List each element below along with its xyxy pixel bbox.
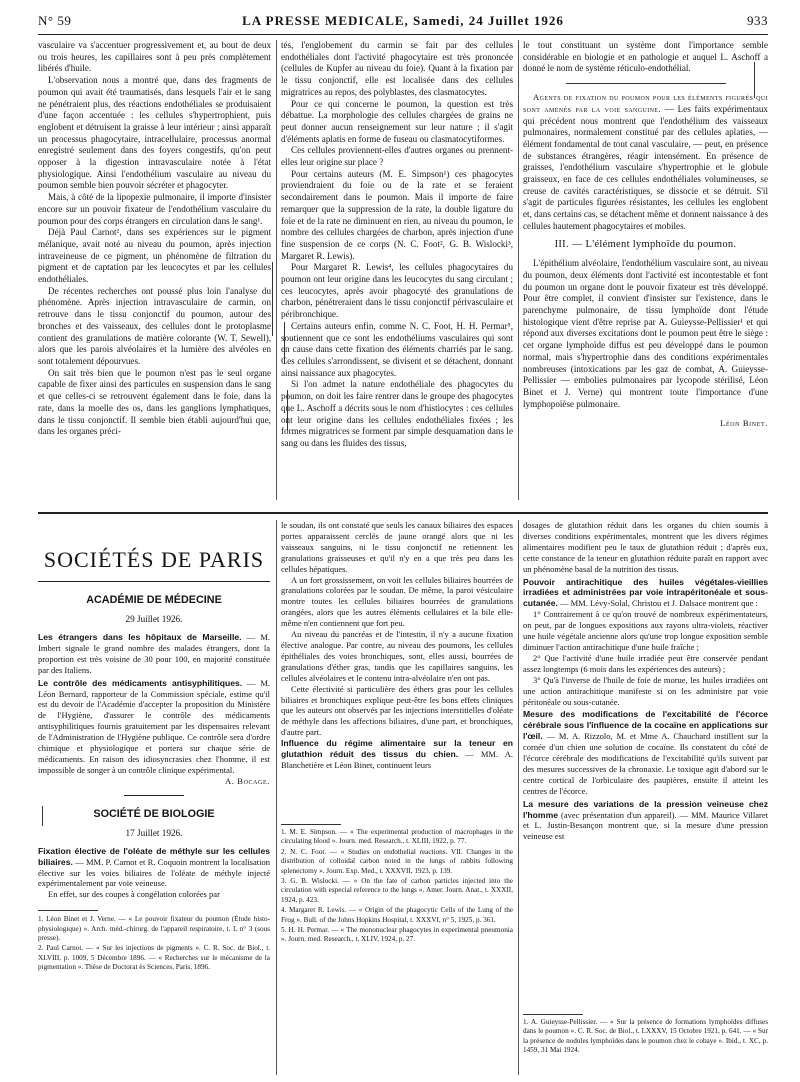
biologie-item xyxy=(281,738,513,771)
footnote-rule xyxy=(523,1014,583,1015)
footnote-rule xyxy=(281,824,341,825)
academie-item xyxy=(38,678,270,776)
short-rule xyxy=(124,795,184,796)
biologie-heading: SOCIÉTÉ DE BIOLOGIE xyxy=(93,807,215,820)
author-signature: Léon Binet. xyxy=(720,418,768,429)
page-number: 933 xyxy=(747,13,768,28)
margin-mark xyxy=(287,390,288,430)
paragraph: Déjà Paul Carnot², dans ses expériences sur le pigment mélanique, avait noté au niveau du poumon, après injection intraveineuse de ce pigment, un phénomène de filtration du pigment et de captation par les leucocytes et par les cellules endothéliales. xyxy=(38,227,271,285)
item-text: — M. Imbert signale le grand nombre des malades étrangers, dont la proportion est très voisine de 30 pour 100, en majorité constituée par des Italiens. xyxy=(38,632,270,675)
item-title: Influence du régime alimentaire sur la teneur en glutathion réduit des tissus du chien. xyxy=(281,738,513,760)
margin-mark xyxy=(272,262,273,336)
biologie-date: 17 Juillet 1926. xyxy=(125,827,183,838)
biologie-item xyxy=(523,577,768,610)
paragraph: Pour Margaret R. Lewis⁴, les cellules phagocytaires du poumon ont leur origine dans les leucocytes du sang circulant ; ces leucocytes, après avoir phagocyté des granulations de charbon, pénétreraient dans le tissu conjonctif périvasculaire et péribronchique. xyxy=(281,262,513,320)
item-title: Les étrangers dans les hôpitaux de Marseille. xyxy=(38,632,242,642)
biologie-item xyxy=(38,846,270,890)
margin-mark xyxy=(42,806,43,826)
margin-mark xyxy=(284,322,285,364)
list-item: 1° Contrairement à ce qu'on trouvé de nombreux expérimentateurs, on peut, par de longues expositions aux rayons ultra-violets, réactiver une huile végétale ancienne alors qu'une trop longue exposition semble diminuer l'action antirachitique d'une huile fraîche ; xyxy=(523,609,768,652)
paragraph: Mais, à côté de la lipopexie pulmonaire, il importe d'insister encore sur un pouvoir fixateur de l'endothélium vasculaire du poumon pour des corps étrangers en circulation dans le sang¹. xyxy=(38,192,271,226)
page-header xyxy=(38,13,768,33)
academie-content xyxy=(38,632,270,787)
journal-title: LA PRESSE MEDICALE, Samedi, 24 Juillet 1926 xyxy=(242,13,564,28)
lower-column-2 xyxy=(281,520,513,820)
paragraph: le soudan, ils ont constaté que seuls les canaux biliaires des espaces portes apparaissent cerclés de jaune orangé alors que ni les vaisseaux sanguins, ni le tissu conjonctif ne retiennent les granulations graisseuses et qu'il n'y en a que très peu dans les cellules hépatiques. xyxy=(281,520,513,574)
footnote: 1. A. Guieysse-Pellissier. — « Sur la présence de formations lymphoïdes diffuses dans le poumon ». C. R. Soc. de Biol., t. LXXXV, 15 Octobre 1921, p. 641. — « Sur la présence de nodules lymphoïdes dans le poumon chez le cobaye ». Ibid., t. XC, p. 1459, 31 Mai 1924. xyxy=(523,1018,768,1055)
issue-number: N° 59 xyxy=(38,13,72,28)
agents-paragraph xyxy=(523,92,768,232)
footnote: 3. G. B. Wislocki. — « On the fate of carbon particles injected into the circulation with especial reference to the lungs ». Amer. Journ. Anat., t. XXXII, 1924, p. 423. xyxy=(281,877,513,904)
agents-text: — Les faits expérimentaux qui précédent nous montrent que l'endothélium des vaisseaux pulmonaires, normalement constitué par des cellules aplaties, — élément fondamental de tout canal vasculaire, — peut, en présence de substances étrangères, réagir intensément. En présence de graisses, l'endothélium vasculaire s'hypertrophie et le globule graisseux, en face de ces cellules endothéliales volumineuses, se creuse de cavités caractéristiques, se dissocie et se détruit. S'il s'agit de particules figurées résistantes, les cellules les englobent et, dans certains cas, se détachent même et donnent naissance à des cellules hautement phagocytaires et mobiles. xyxy=(523,103,768,231)
paragraph: A un fort grossissement, on voit les cellules biliaires bourrées de granulations colorées par le soudan. De même, la paroi vésiculaire montre toutes les cellules biliaires bourrées de granulations orangées, alors que les autres éléments cellulaires et la bile elle-même n'en contiennent que fort peu. xyxy=(281,574,513,629)
paragraph: L'observation nous a montré que, dans des fragments de poumon qui avait été traumatisés, dans lesquels l'air et le sang ne pénétraient plus, des réactions endothéliales se produisaient d'une façon accentuée : les cellules s'hypertrophient, puis englobent et détruisent la graisse à leur intérieur ; ainsi apparaît un processus phagocytaire, intracellulaire, processus anormal enregistré seulement dans des foyers congestifs, qu'on peut opposer à la digestion intravasculaire notée à l'état physiologique. Ainsi l'endothélium vasculaire au niveau du poumon semble bien pouvoir sécréter et phagocyter. xyxy=(38,75,271,191)
paragraph: L'épithélium alvéolaire, l'endothélium vasculaire sont, au niveau du poumon, deux éléments dont l'activité est incontestable et font du poumon un organe dont le pouvoir fixateur est très développé. Pour être complet, il convient d'insister sur l'existence, dans le parenchyme pulmonaire, de tissu lymphoïde dont l'étude histologique vient d'être reprise par A. Guieysse-Pellissier¹ et qui répond aux diverses excitations dont le poumon peut être le siège : cet organe lymphoïde diffus est peu développé dans le poumon normal, mais s'hypertrophie dans des conditions expérimentales nombreuses (intoxications par les gaz de combat, A. Guieysse-Pellissier — embolies pulmonaires par lycopode stérilisé, Léon Binet et J. Verne) qui montrent toute l'importance d'une lymphopoïèse pulmonaire. xyxy=(523,258,768,409)
header-rule xyxy=(38,34,768,35)
item-text: — MM. A. Blanchetière et Léon Binet, continuent leurs xyxy=(281,749,513,770)
footnote: 2. N. C. Foot. — « Studies on endothelial reactions. VII. Changes in the distribution of colloidal carbon noted in the lungs of rabbits following splenectomy ». Journ. Exp. Med., t. XXXVII, 1923, p. 139. xyxy=(281,847,513,875)
academie-heading: ACADÉMIE DE MÉDECINE xyxy=(86,594,222,606)
title-rule xyxy=(38,581,270,582)
item-title: Le contrôle des médicaments antisyphilitiques. xyxy=(38,677,243,688)
article-column-1 xyxy=(38,40,271,500)
societes-title: SOCIÉTÉS DE PARIS xyxy=(43,547,265,572)
item-title: Pouvoir antirachitique des huiles végétales-vieillies irradiées et administrées par voie intrapéritonéale et sous-cutanée. xyxy=(523,576,768,609)
paragraph: Au niveau du pancréas et de l'intestin, il n'y a aucune fixation élective analogue. Par contre, au niveau des poumons, les cellules épithéliales des voies bronchiques, sont, elles aussi, bourrées de granulations d'éther gras, tandis que les capillaires sanguins, les cellules alvéolaires et le contenu intra-alvéolaire n'en ont pas. xyxy=(281,629,513,683)
item-text: — M. Léon Bernard, rapporteur de la Commission spéciale, estime qu'il est du devoir de l'Académie d'accepter la proposition du Ministère de l'Hygiène, d'assurer le contrôle des médicaments antisyphilitiques fournis gratuitement par les dispensaires relevant de l'Administration de l'Hygiène publique. Ce contrôle sera d'ordre chimique et physiologique et portera sur chaque série de médicaments. En raison des idiosyncrasies chez l'homme, il est impossible de songer à un contrôle clinique expérimental. xyxy=(38,677,270,775)
academie-item xyxy=(38,632,270,676)
footnotes xyxy=(523,1018,768,1078)
article-column-2 xyxy=(281,40,513,500)
column-divider xyxy=(276,520,277,1075)
paragraph: Certains auteurs enfin, comme N. C. Foot, H. H. Permar⁵, soutiennent que ce sont les endothéliums vasculaires qui sont en cause dans cette fixation des éléments charriés par le sang. Ces cellules s'arrondissent, se divisent et se détachent, donnant ainsi naissance aux phagocytes. xyxy=(281,320,513,378)
paragraph: On sait très bien que le poumon n'est pas le seul organe capable de fixer ainsi des particules en suspension dans le sang et que celles-ci se retrouvent également dans le foie, dans la rate, dans la moelle des os, dans les ganglions lymphatiques, dans le tissu conjonctif. Il semble bien établi aujourd'hui que, dans les organes préci- xyxy=(38,367,271,437)
paragraph: De récentes recherches ont poussé plus loin l'analyse du phénomène. Après injection intravasculaire de carmin, on retrouve dans le tissu conjonctif du poumon, autour des bronches et des vaisseaux, des cellules dont le protoplasme contient des granulations de matière colorante (W. T. Sewell), alors que les parois alvéolaires et la lumière des alvéoles en sont totalement dépourvues. xyxy=(38,285,271,366)
column-divider xyxy=(518,40,519,500)
footnote: 5. H. H. Permar. — « The mononuclear phagocytes in experimental pneumonia ». Journ. med. Research., t. XLIV, 1924, p. 27. xyxy=(281,926,513,944)
paragraph: vasculaire va s'accentuer progressivement et, au bout de deux ou trois heures, les capillaires sont à peu près complètement libérés d'huile. xyxy=(38,40,271,74)
footnote: 4. Margaret R. Lewis. — « Origin of the phagocytic Cells of the Lung of the Frog ». Bull. of the Johns Hopkins Hospital, t. XXXVI, n° 5, 1925, p. 361. xyxy=(281,906,513,924)
footnotes xyxy=(281,828,513,1078)
item-title: Mesure des modifications de l'excitabilité de l'écorce cérébrale sous l'influence de la cocaïne en applications sur l'œil. xyxy=(523,709,768,742)
academie-date: 29 Juillet 1926. xyxy=(125,614,183,624)
item-text: (avec présentation d'un appareil). — MM. Maurice Villaret et L. Justin-Besançon montrent que, si la mesure d'une pression veineuse est xyxy=(523,809,768,842)
paragraph: Pour certains auteurs (M. E. Simpson¹) ces phagocytes proviendraient du foie ou de la rate et se feraient secondairement dans le poumon. Mais il importe de faire remarquer que la suppression de la rate, la double ligature du foie et de la rate ne diminuent en rien, au niveau du poumon, le nombre des cellules chargées de charbon, après injection d'une fine suspension de ce corps (N. C. Foot², G. B. Wislocki³, Margaret R. Lewis). xyxy=(281,168,513,261)
section-divider-rule xyxy=(38,512,768,514)
paragraph: Ces cellules proviennent-elles d'autres organes ou prennent-elles leur origine sur place ? xyxy=(281,145,513,168)
footnote: 1. Léon Binet et J. Verne. — « Le pouvoir fixateur du poumon (Étude histo-physiologique) ». Arch. méd.-chirurg. de l'appareil respiratoire, t. I, n° 3 (sous presse). xyxy=(38,915,270,943)
paragraph: tés, l'englobement du carmin se fait par des cellules endothéliales dont l'activité phagocytaire est très prononcée (cellules de Kupfer au niveau du foie). Quant à la fixation par le tissu conjonctif, elle est localisée dans des cellules migratrices au repos, des polyblastes, des clasmatocytes. xyxy=(281,40,513,97)
biologie-item xyxy=(523,709,768,796)
section-title: III. — L'élément lymphoïde du poumon. xyxy=(554,238,737,250)
item-title: Fixation élective de l'oléate de méthyle sur les cellules biliaires. xyxy=(38,845,270,867)
lower-column-3 xyxy=(523,520,768,1010)
report-signature: A. Bocage. xyxy=(224,775,270,786)
list-item: 3° Qu'à l'inverse de l'huile de foie de morue, les huiles irradiées ont une action antirachitique manifeste si on les administre par voie péritonéale ou sous-cutanée. xyxy=(523,674,768,707)
list-item: 2° Que l'activité d'une huile irradiée peut être conservée pendant assez longtemps (6 mois dans les expériences des auteurs) ; xyxy=(523,652,768,674)
section-rule xyxy=(566,83,726,84)
item-text: — MM. Lévy-Solal, Christou et J. Dalsace montrent que : xyxy=(560,598,758,609)
footnote-rule xyxy=(38,910,98,911)
paragraph: le tout constituant un système dont l'importance semble considérable en biologie et en pathologie et auquel L. Aschoff a donné le nom de système réticulo-endothélial. xyxy=(523,40,768,74)
item-title: La mesure des variations de la pression veineuse chez l'homme xyxy=(523,798,768,820)
item-text: — MM. P. Carnot et R. Coquoin montrent la localisation élective sur les voies biliaires de l'oléate de méthyle injecté expérimentalement par voie veineuse. xyxy=(38,856,270,889)
column-divider xyxy=(276,40,277,500)
societes-column xyxy=(38,537,270,1082)
paragraph: dosages de glutathion réduit dans les organes du chien soumis à diverses conditions expérimentales, montrent que les divers régimes alimentaires modifient peu le taux de glutathion réduit ; d'après eux, cette constance de la teneur en glutathion réduite paraît en rapport avec un phénomène basal de la nutrition des tissus. xyxy=(523,520,768,574)
column-divider xyxy=(518,520,519,1075)
item-text: — M. A. Rizzolo, M. et Mme A. Chauchard instillent sur la cornée d'un chien une solution de cocaïne. Ils constatent du côté de l'écorce cérébrale des modifications de l'excitabilité qu'ils suivent par des mesures successives de la chronaxie. Le toxique agit d'abord sur le centre cortical de l'orbiculaire des paupières, ensuite il atteint les centres de l'écorce. xyxy=(523,731,768,796)
article-column-3 xyxy=(523,40,768,510)
paragraph: Si l'on admet la nature endothéliale des phagocytes du poumon, on doit les faire rentrer dans le groupe des phagocytes que L. Aschoff a décrits sous le nom d'histiocytes : ces cellules ont leur origine dans les cellules endothéliales fixées ; les formes migratrices se forment par simple desquamation dans le sang ou dans les fluides des tissus, xyxy=(281,379,513,448)
biologie-item xyxy=(523,799,768,843)
footnote: 2. Paul Carnot. — « Sur les injections de pigments ». C. R. Soc. de Biol., t. XLVIII, p. 1009, 5 Décembre 1896. — « Recherches sur le mécanisme de la pigmentation ». Thèse de Doctorat ès Sciences, Paris, 1896. xyxy=(38,944,270,972)
footnotes xyxy=(38,915,270,973)
biologie-content xyxy=(38,846,270,901)
agents-heading: Agents de fixation du poumon pour les éléments figurés qui sont amenés par la voie sanguine. xyxy=(523,92,768,114)
paragraph: Pour ce qui concerne le poumon, la question est très débattue. La morphologie des cellules chargées de grains ne peut donner aucun renseignement sur leur nature ; il s'agit d'éléments aplatis en forme de fuseau ou clasmatocytiformes. xyxy=(281,98,513,144)
paragraph: Cette électivité si particulière des éthers gras pour les cellules biliaires et bronchiques explique peut-être les bons effets cliniques que les auteurs ont observés par les injections interstitielles d'oléate de méthyle dans les affections biliaires, d'une part, et bronchiques, d'autre part. xyxy=(281,683,513,738)
paragraph: En effet, sur des coupes à congélation colorées par xyxy=(48,889,220,900)
footnote: 1. M. E. Simpson. — « The experimental production of macrophages in the circulating blood ». Journ. med. Research., t. XLIII, 1922, p. 77. xyxy=(281,828,513,846)
margin-mark xyxy=(754,62,755,98)
